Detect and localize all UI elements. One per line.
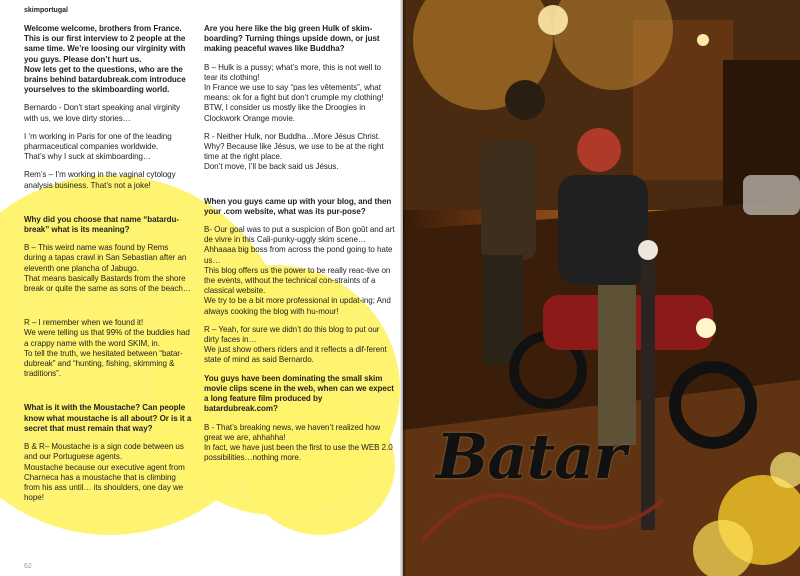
parked-car: [743, 175, 800, 215]
paragraph: B – This weird name was found by Rems during a tapas crawl in San Sebastian after an eleventh one plancha of Jabugo. That means basically Bastards from the shore break or quite the same as sons of the beach…: [24, 243, 191, 294]
paragraph: Welcome welcome, brothers from France. This is our first interview to 2 people at the same time. We’re loosing our virginity with you guys. Please don’t hurt us. Now lets get to the questions, who are the brains behind batardubreak.com introduce yourselves to the skimboarding world.: [24, 24, 186, 95]
rider-jacket: [558, 175, 648, 285]
page-number: 62: [24, 563, 32, 570]
paragraph: B- Our goal was to put a suspicion of Bon goût and art de vivre in this Cali-punky-uggly skim scene… Ahhaaaa big boss from across the pond going to hate us… This blog offers us the power to be really reac-tive on the events, without the technical con-straints of a classical website. We try to be a bit more professional in updat-ing; And always cooking the blog with hu-mour!: [204, 225, 395, 316]
bollard-top: [638, 240, 658, 260]
paragraph: R - Neither Hulk, nor Buddha…More Jésus Christ. Why? Because like Jésus, we use to be at the right time at the right place. Don’t move, I’ll be back said us Jésus.: [204, 131, 384, 172]
page-gutter: [400, 0, 406, 576]
question: Are you here like the big green Hulk of skim-boarding? Turning things upside down, or just making peaceful waves like Buddha?: [204, 24, 380, 54]
bollard: [641, 250, 655, 530]
question: What is it with the Moustache? Can people know what moustache is all about? Or is it a secret that must remain that way?: [24, 403, 192, 433]
person-standing: [481, 140, 536, 260]
question: Why did you choose that name “batardu-break” what is its meaning?: [24, 214, 180, 235]
paragraph: B – Hulk is a pussy; what’s more, this is not well to tear its clothing! In France we use to say “pas les vêtements”, what means: ok for a fight but don’t crumple my clothing! BTW, I consider us mostly like the Droogies in Clockwork Orange movie.: [204, 62, 384, 123]
text-column-1: [24, 24, 192, 503]
street-light: [697, 34, 709, 46]
question: When you guys came up with your blog, and then your .com website, what was its pur-pose?: [204, 196, 392, 216]
paragraph: R – Yeah, for sure we didn’t do this blog to put our dirty faces in… We just show others riders and it reflects a dif-ferent state of mind as said Bernardo.: [204, 324, 387, 365]
paragraph: R – I remember when we found it! We were telling us that 99% of the buddies had a crappy name with the word SKIM, in. To tell the truth, we hesitated between “batar-dubreak” and “hunting, fishing, skimming & traditions”.: [24, 318, 190, 379]
batar-title: Batar: [436, 420, 626, 493]
paragraph: B - That’s breaking news, we haven’t realized how great we are, ahhahha! In fact, we have just been the first to use the WEB 2.0 possibilities…nothing more.: [204, 422, 393, 463]
question: You guys have been dominating the small skim movie clips scene in the web, when can we expect a long feature film produced by batardubreak.com?: [204, 373, 394, 414]
helmet: [505, 80, 545, 120]
street-light: [538, 5, 568, 35]
paragraph: B & R– Moustache is a sign code between us and our Portuguese agents. Moustache because our executive agent from Charneca has a moustache that is climbing from his ass until… its shoulders, one day we hope!: [24, 442, 185, 503]
headlight: [696, 318, 716, 338]
header-brand: skimportugal: [24, 7, 68, 14]
text-column-2: [204, 24, 395, 463]
star-helmet: [577, 128, 621, 172]
paragraph: Bernardo - Don’t start speaking anal virginity with us, we love dirty stories…: [24, 103, 181, 123]
paragraph: Rem’s – I’m working in the vaginal cytology analysis business. That’s not a joke!: [24, 170, 176, 190]
paragraph: I ‘m working in Paris for one of the leading pharmaceutical companies worldwide. That’s why I suck at skimboarding…: [24, 131, 172, 162]
